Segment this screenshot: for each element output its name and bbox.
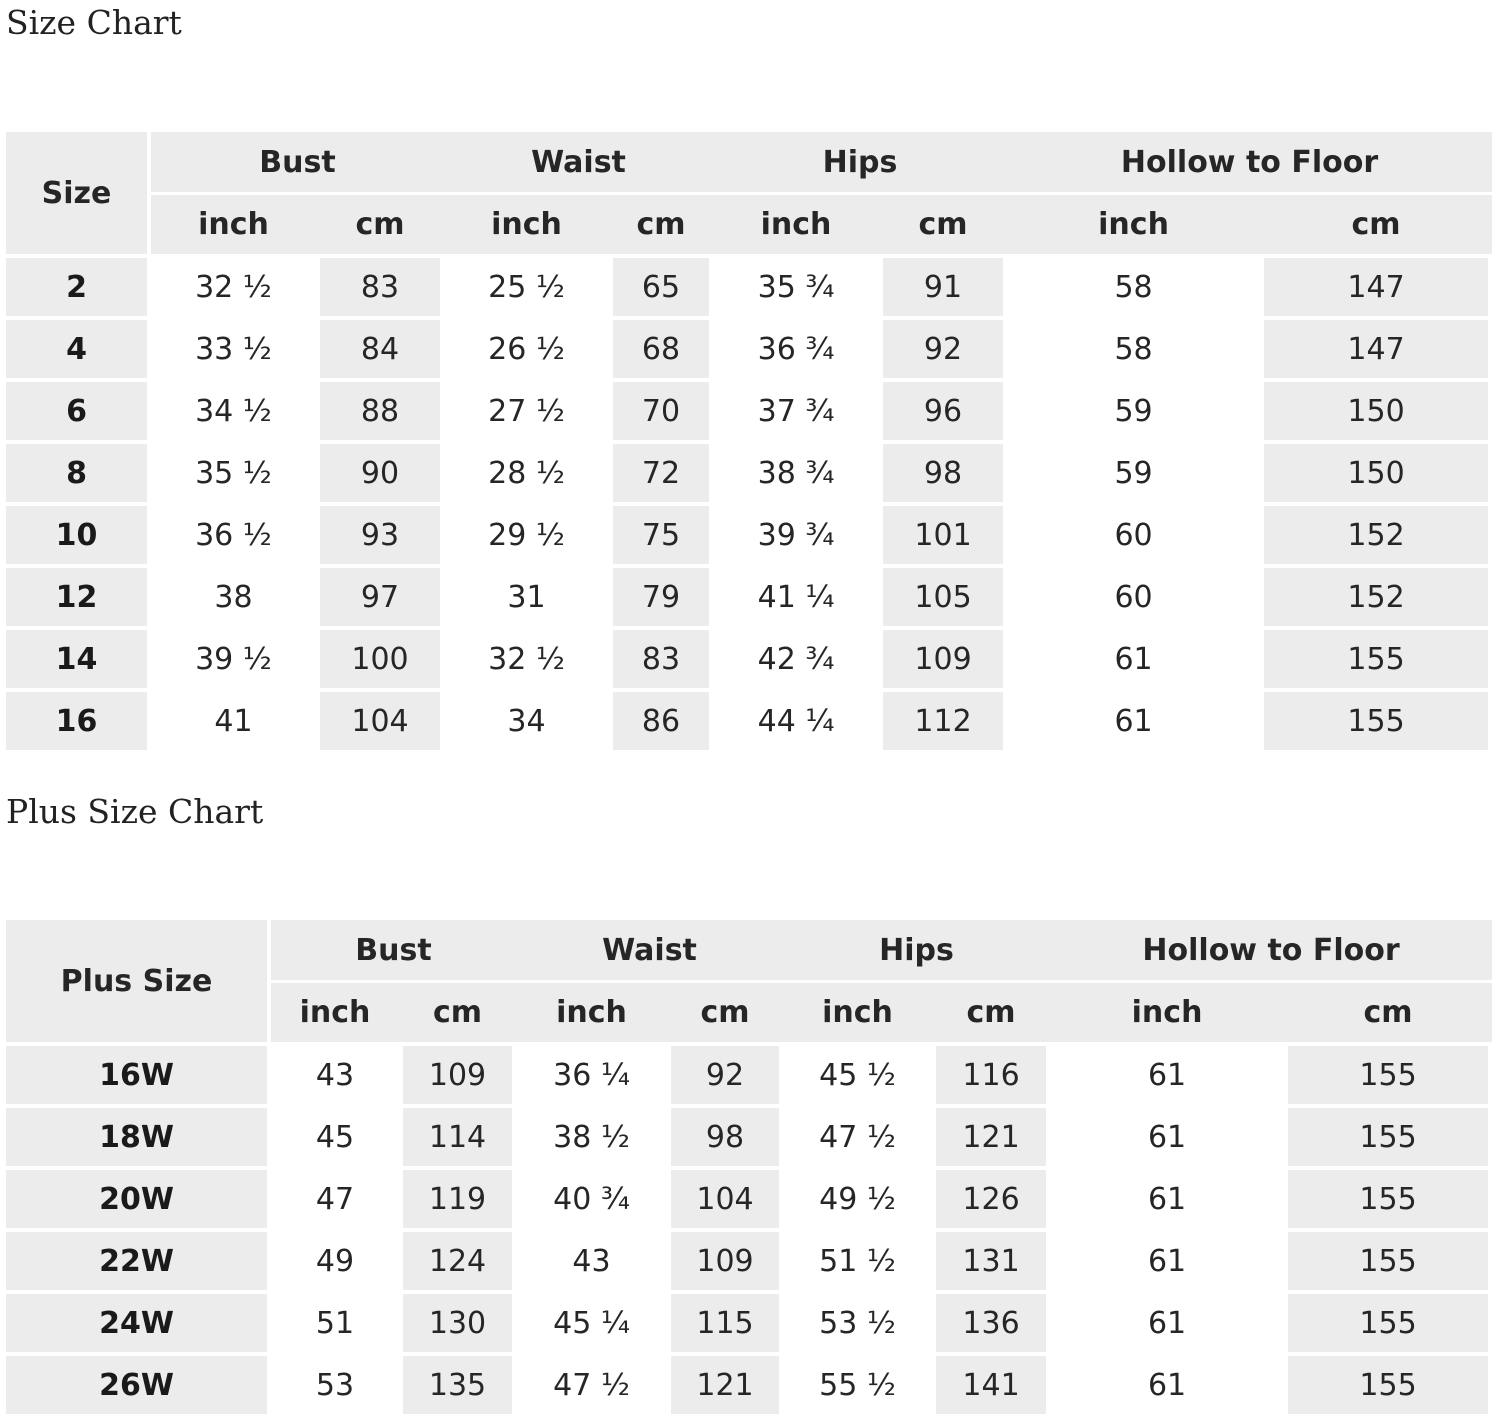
hips-group-header: Hips <box>713 132 1007 195</box>
unit-header: inch <box>1050 983 1284 1042</box>
measurement-cell: 37 ¾ <box>713 378 879 440</box>
table-row <box>6 564 1492 626</box>
measurement-cell: 49 <box>271 1228 399 1290</box>
measurement-cell: 61 <box>1050 1290 1284 1352</box>
unit-header: inch <box>516 983 667 1042</box>
measurement-cell: 45 ½ <box>783 1042 932 1104</box>
size-column-header: Size <box>6 132 151 254</box>
table-row <box>6 378 1492 440</box>
measurement-cell: 155 <box>1284 1352 1492 1414</box>
unit-header: inch <box>1007 195 1260 254</box>
measurement-cell: 155 <box>1260 626 1492 688</box>
measurement-cell: 31 <box>444 564 609 626</box>
hips-group-header: Hips <box>783 920 1050 983</box>
table-row <box>6 502 1492 564</box>
measurement-cell: 60 <box>1007 502 1260 564</box>
measurement-cell: 39 ¾ <box>713 502 879 564</box>
measurement-cell: 41 ¼ <box>713 564 879 626</box>
measurement-cell: 116 <box>932 1042 1050 1104</box>
measurement-cell: 61 <box>1050 1228 1284 1290</box>
measurement-cell: 61 <box>1050 1042 1284 1104</box>
measurement-cell: 32 ½ <box>151 254 316 316</box>
unit-header: cm <box>609 195 713 254</box>
measurement-cell: 86 <box>609 688 713 750</box>
size-label: 16W <box>6 1042 271 1104</box>
measurement-cell: 58 <box>1007 254 1260 316</box>
measurement-cell: 147 <box>1260 316 1492 378</box>
measurement-cell: 33 ½ <box>151 316 316 378</box>
size-label: 12 <box>6 564 151 626</box>
measurement-cell: 47 ½ <box>516 1352 667 1414</box>
unit-header: cm <box>1260 195 1492 254</box>
size-label: 20W <box>6 1166 271 1228</box>
unit-header: cm <box>879 195 1007 254</box>
measurement-cell: 61 <box>1007 688 1260 750</box>
measurement-cell: 88 <box>316 378 444 440</box>
measurement-cell: 121 <box>667 1352 783 1414</box>
size-label: 18W <box>6 1104 271 1166</box>
measurement-cell: 119 <box>399 1166 516 1228</box>
unit-header: cm <box>316 195 444 254</box>
waist-group-header: Waist <box>516 920 783 983</box>
measurement-cell: 47 ½ <box>783 1104 932 1166</box>
measurement-cell: 98 <box>667 1104 783 1166</box>
measurement-cell: 79 <box>609 564 713 626</box>
hollow-to-floor-group-header: Hollow to Floor <box>1050 920 1492 983</box>
measurement-cell: 40 ¾ <box>516 1166 667 1228</box>
plus-size-column-header: Plus Size <box>6 920 271 1042</box>
measurement-cell: 100 <box>316 626 444 688</box>
measurement-cell: 28 ½ <box>444 440 609 502</box>
table-row <box>6 688 1492 750</box>
measurement-cell: 152 <box>1260 564 1492 626</box>
waist-group-header: Waist <box>444 132 713 195</box>
measurement-cell: 83 <box>609 626 713 688</box>
measurement-cell: 65 <box>609 254 713 316</box>
measurement-cell: 101 <box>879 502 1007 564</box>
measurement-cell: 96 <box>879 378 1007 440</box>
size-label: 22W <box>6 1228 271 1290</box>
measurement-cell: 92 <box>667 1042 783 1104</box>
measurement-cell: 105 <box>879 564 1007 626</box>
measurement-cell: 104 <box>316 688 444 750</box>
measurement-cell: 155 <box>1260 688 1492 750</box>
measurement-cell: 150 <box>1260 440 1492 502</box>
size-chart-title: Size Chart <box>6 3 182 42</box>
table-row <box>6 440 1492 502</box>
measurement-cell: 45 ¼ <box>516 1290 667 1352</box>
table-row <box>6 1290 1492 1352</box>
measurement-cell: 136 <box>932 1290 1050 1352</box>
measurement-cell: 92 <box>879 316 1007 378</box>
bust-group-header: Bust <box>271 920 516 983</box>
measurement-cell: 38 ½ <box>516 1104 667 1166</box>
measurement-cell: 36 ¾ <box>713 316 879 378</box>
measurement-cell: 34 ½ <box>151 378 316 440</box>
measurement-cell: 124 <box>399 1228 516 1290</box>
measurement-cell: 112 <box>879 688 1007 750</box>
measurement-cell: 59 <box>1007 440 1260 502</box>
measurement-cell: 155 <box>1284 1166 1492 1228</box>
measurement-cell: 36 ½ <box>151 502 316 564</box>
measurement-cell: 41 <box>151 688 316 750</box>
measurement-cell: 47 <box>271 1166 399 1228</box>
measurement-cell: 83 <box>316 254 444 316</box>
measurement-cell: 61 <box>1050 1352 1284 1414</box>
measurement-cell: 155 <box>1284 1104 1492 1166</box>
size-chart-body <box>6 254 1492 750</box>
unit-header: cm <box>399 983 516 1042</box>
measurement-cell: 42 ¾ <box>713 626 879 688</box>
measurement-cell: 109 <box>667 1228 783 1290</box>
measurement-cell: 38 ¾ <box>713 440 879 502</box>
measurement-cell: 35 ¾ <box>713 254 879 316</box>
measurement-cell: 51 ½ <box>783 1228 932 1290</box>
table-row <box>6 1352 1492 1414</box>
size-label: 14 <box>6 626 151 688</box>
unit-header: inch <box>151 195 316 254</box>
size-label: 8 <box>6 440 151 502</box>
measurement-cell: 32 ½ <box>444 626 609 688</box>
measurement-cell: 25 ½ <box>444 254 609 316</box>
measurement-cell: 155 <box>1284 1042 1492 1104</box>
measurement-cell: 34 <box>444 688 609 750</box>
measurement-cell: 115 <box>667 1290 783 1352</box>
measurement-cell: 150 <box>1260 378 1492 440</box>
measurement-cell: 70 <box>609 378 713 440</box>
measurement-cell: 155 <box>1284 1290 1492 1352</box>
size-label: 26W <box>6 1352 271 1414</box>
measurement-cell: 104 <box>667 1166 783 1228</box>
hollow-to-floor-group-header: Hollow to Floor <box>1007 132 1492 195</box>
measurement-cell: 72 <box>609 440 713 502</box>
plus-size-chart-table <box>6 920 1492 1414</box>
measurement-cell: 38 <box>151 564 316 626</box>
table-row <box>6 626 1492 688</box>
measurement-cell: 35 ½ <box>151 440 316 502</box>
measurement-cell: 141 <box>932 1352 1050 1414</box>
measurement-cell: 155 <box>1284 1228 1492 1290</box>
table-row <box>6 316 1492 378</box>
measurement-cell: 61 <box>1050 1166 1284 1228</box>
measurement-cell: 61 <box>1007 626 1260 688</box>
measurement-cell: 93 <box>316 502 444 564</box>
unit-header: inch <box>783 983 932 1042</box>
plus-size-chart-title: Plus Size Chart <box>6 792 264 831</box>
measurement-cell: 109 <box>399 1042 516 1104</box>
table-row <box>6 1104 1492 1166</box>
measurement-cell: 43 <box>516 1228 667 1290</box>
measurement-cell: 91 <box>879 254 1007 316</box>
size-chart-table <box>6 132 1492 750</box>
measurement-cell: 75 <box>609 502 713 564</box>
measurement-cell: 126 <box>932 1166 1050 1228</box>
measurement-cell: 39 ½ <box>151 626 316 688</box>
measurement-cell: 98 <box>879 440 1007 502</box>
table-row <box>6 1166 1492 1228</box>
measurement-cell: 27 ½ <box>444 378 609 440</box>
measurement-cell: 147 <box>1260 254 1492 316</box>
size-label: 10 <box>6 502 151 564</box>
measurement-cell: 109 <box>879 626 1007 688</box>
unit-header: inch <box>271 983 399 1042</box>
unit-header: cm <box>667 983 783 1042</box>
bust-group-header: Bust <box>151 132 444 195</box>
size-label: 4 <box>6 316 151 378</box>
size-label: 6 <box>6 378 151 440</box>
measurement-cell: 53 ½ <box>783 1290 932 1352</box>
table-row <box>6 1042 1492 1104</box>
measurement-cell: 152 <box>1260 502 1492 564</box>
unit-header: cm <box>932 983 1050 1042</box>
unit-header: inch <box>713 195 879 254</box>
measurement-cell: 58 <box>1007 316 1260 378</box>
size-label: 24W <box>6 1290 271 1352</box>
measurement-cell: 68 <box>609 316 713 378</box>
measurement-cell: 135 <box>399 1352 516 1414</box>
measurement-cell: 61 <box>1050 1104 1284 1166</box>
measurement-cell: 26 ½ <box>444 316 609 378</box>
table-row <box>6 1228 1492 1290</box>
measurement-cell: 45 <box>271 1104 399 1166</box>
measurement-cell: 29 ½ <box>444 502 609 564</box>
unit-header: cm <box>1284 983 1492 1042</box>
plus-size-chart-body <box>6 1042 1492 1414</box>
size-label: 16 <box>6 688 151 750</box>
table-row <box>6 254 1492 316</box>
measurement-cell: 55 ½ <box>783 1352 932 1414</box>
measurement-cell: 51 <box>271 1290 399 1352</box>
measurement-cell: 49 ½ <box>783 1166 932 1228</box>
measurement-cell: 121 <box>932 1104 1050 1166</box>
measurement-cell: 90 <box>316 440 444 502</box>
measurement-cell: 53 <box>271 1352 399 1414</box>
measurement-cell: 60 <box>1007 564 1260 626</box>
measurement-cell: 43 <box>271 1042 399 1104</box>
measurement-cell: 114 <box>399 1104 516 1166</box>
measurement-cell: 97 <box>316 564 444 626</box>
measurement-cell: 59 <box>1007 378 1260 440</box>
size-label: 2 <box>6 254 151 316</box>
measurement-cell: 131 <box>932 1228 1050 1290</box>
measurement-cell: 44 ¼ <box>713 688 879 750</box>
unit-header: inch <box>444 195 609 254</box>
measurement-cell: 84 <box>316 316 444 378</box>
measurement-cell: 36 ¼ <box>516 1042 667 1104</box>
measurement-cell: 130 <box>399 1290 516 1352</box>
